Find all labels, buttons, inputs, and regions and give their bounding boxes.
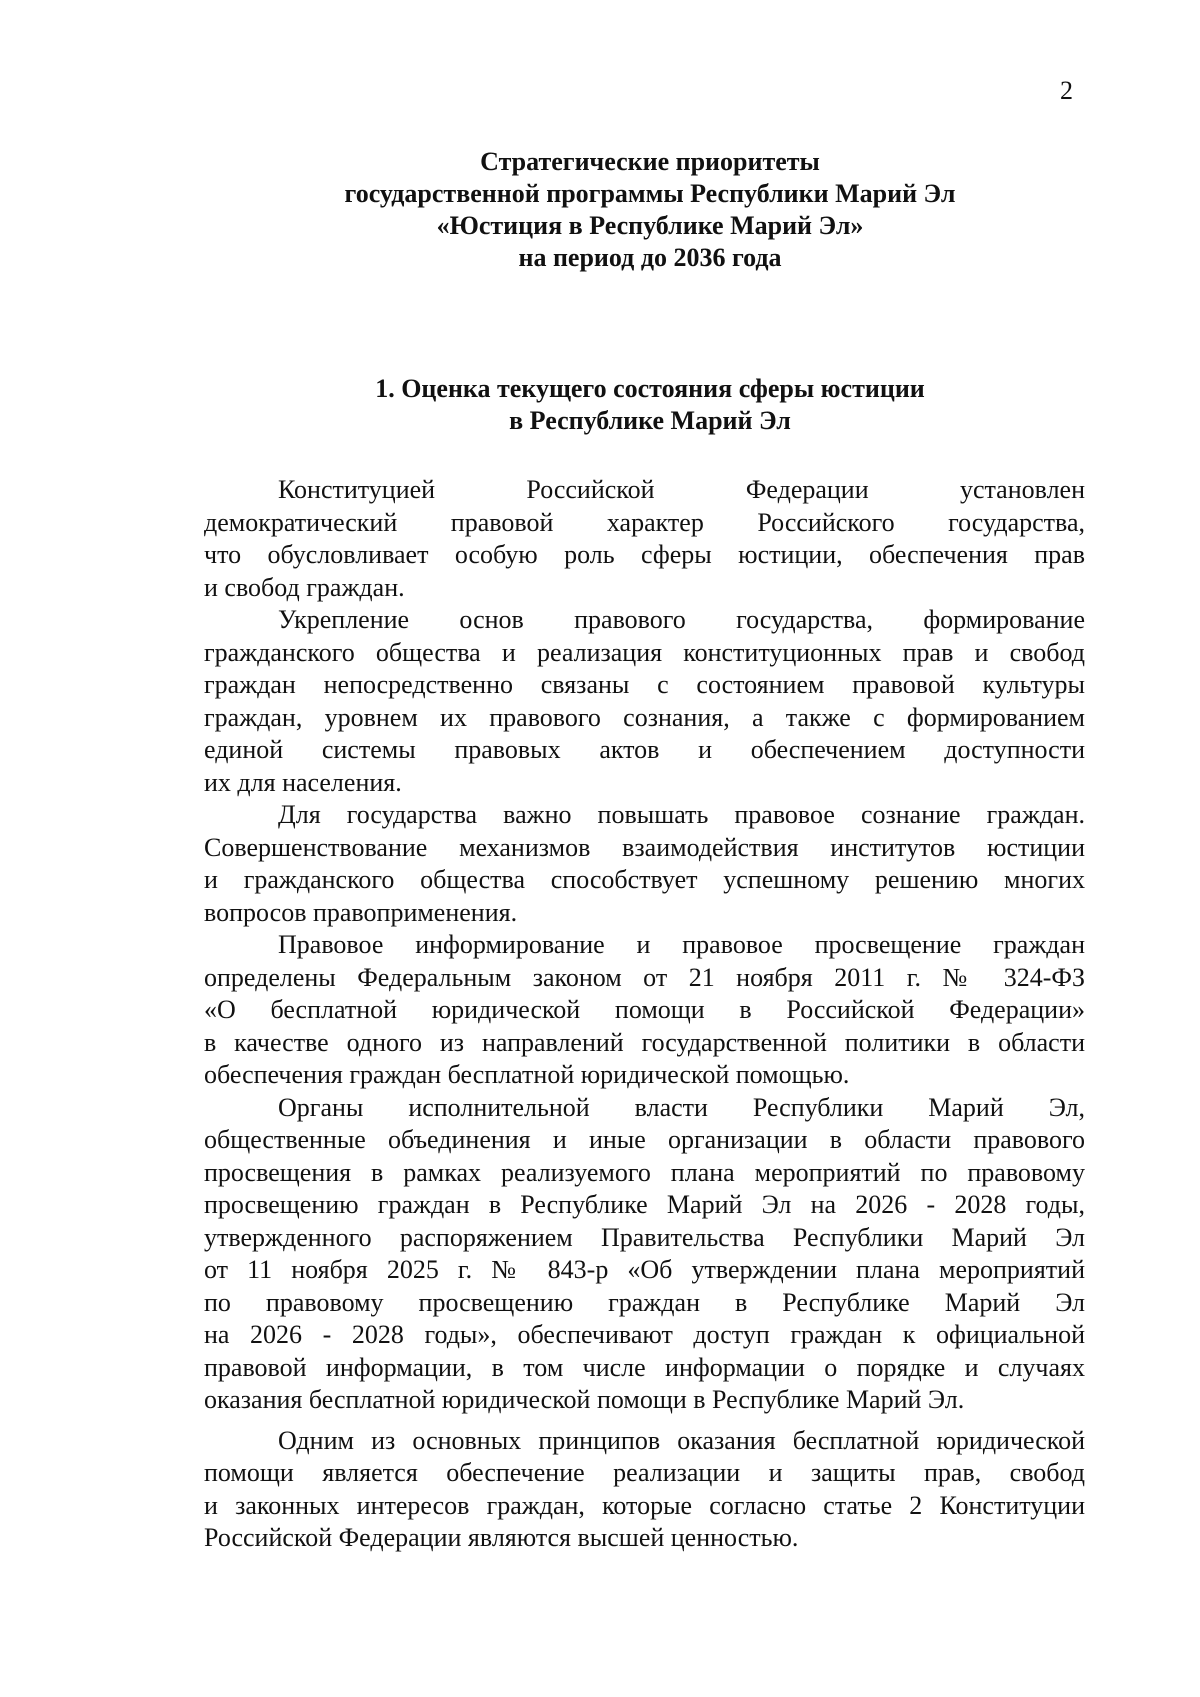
paragraph-line: просвещения в рамках реализуемого плана мероприятий по правовому bbox=[204, 1157, 1085, 1187]
paragraph bbox=[204, 474, 1085, 604]
paragraph-line: просвещению граждан в Республике Марий Эл на 2026 - 2028 годы, bbox=[204, 1190, 1085, 1219]
paragraph-line: общественные объединения и иные организации в области правового bbox=[204, 1125, 1085, 1154]
paragraph-line: определены Федеральным законом от 21 ноября 2011 г. № 324-ФЗ bbox=[204, 962, 1085, 992]
paragraph-line: Органы исполнительной власти Республики Марий Эл, bbox=[278, 1092, 1085, 1122]
paragraph bbox=[204, 929, 1085, 1092]
page-number: 2 bbox=[1060, 76, 1073, 105]
paragraph-line: Для государства важно повышать правовое сознание граждан. bbox=[278, 800, 1085, 829]
paragraph bbox=[204, 1092, 1085, 1417]
section-heading bbox=[200, 373, 1100, 437]
paragraph-line: их для населения. bbox=[204, 767, 402, 797]
paragraph-line: демократический правовой характер Российского государства, bbox=[204, 507, 1085, 537]
paragraph-line: оказания бесплатной юридической помощи в Республике Марий Эл. bbox=[204, 1385, 965, 1414]
paragraph-line: что обусловливает особую роль сферы юстиции, обеспечения прав bbox=[204, 540, 1085, 569]
paragraph-line: Российской Федерации являются высшей ценностью. bbox=[204, 1523, 799, 1552]
title-line: на период до 2036 года bbox=[518, 243, 782, 272]
paragraph bbox=[204, 799, 1085, 929]
title-line: Стратегические приоритеты bbox=[480, 147, 820, 176]
paragraph-line: правовой информации, в том числе информации о порядке и случаях bbox=[204, 1352, 1085, 1382]
paragraph-line: в качестве одного из направлений государственной политики в области bbox=[204, 1027, 1085, 1057]
paragraph-line: Конституцией Российской Федерации установлен bbox=[278, 475, 1085, 504]
document-title bbox=[200, 146, 1100, 274]
paragraph-line: от 11 ноября 2025 г. № 843-р «Об утверждении плана мероприятий bbox=[204, 1255, 1085, 1284]
paragraph-line: вопросов правоприменения. bbox=[204, 897, 518, 927]
paragraph-line: по правовому просвещению граждан в Республике Марий Эл bbox=[204, 1287, 1085, 1317]
title-line: «Юстиция в Республике Марий Эл» bbox=[436, 211, 864, 240]
paragraph bbox=[204, 1425, 1085, 1555]
paragraph-line: и законных интересов граждан, которые согласно статье 2 Конституции bbox=[204, 1490, 1085, 1520]
paragraph-line: Совершенствование механизмов взаимодействия институтов юстиции bbox=[204, 832, 1085, 862]
section-heading-line: 1. Оценка текущего состояния сферы юстиции bbox=[375, 374, 925, 403]
paragraph-line: утвержденного распоряжением Правительства Республики Марий Эл bbox=[204, 1222, 1085, 1252]
paragraph-line: и гражданского общества способствует успешному решению многих bbox=[204, 865, 1085, 894]
paragraph-line: гражданского общества и реализация конституционных прав и свобод bbox=[204, 637, 1085, 667]
paragraph-line: на 2026 - 2028 годы», обеспечивают доступ граждан к официальной bbox=[204, 1320, 1085, 1349]
paragraph bbox=[204, 604, 1085, 799]
paragraph-line: Укрепление основ правового государства, формирование bbox=[278, 605, 1085, 634]
paragraph-line: единой системы правовых актов и обеспечением доступности bbox=[204, 735, 1085, 764]
paragraph-line: помощи является обеспечение реализации и защиты прав, свобод bbox=[204, 1458, 1085, 1487]
paragraph-line: и свобод граждан. bbox=[204, 572, 405, 602]
paragraph-line: граждан, уровнем их правового сознания, а также с формированием bbox=[204, 702, 1085, 732]
paragraph-line: «О бесплатной юридической помощи в Российской Федерации» bbox=[204, 995, 1085, 1024]
paragraph-line: Правовое информирование и правовое просвещение граждан bbox=[278, 930, 1085, 959]
paragraph-line: Одним из основных принципов оказания бесплатной юридической bbox=[278, 1425, 1085, 1455]
title-line: государственной программы Республики Марий Эл bbox=[344, 179, 956, 208]
paragraph-line: обеспечения граждан бесплатной юридической помощью. bbox=[204, 1060, 850, 1089]
paragraph-line: граждан непосредственно связаны с состоянием правовой культуры bbox=[204, 670, 1085, 699]
body-text bbox=[204, 474, 1085, 1555]
section-heading-line: в Республике Марий Эл bbox=[509, 406, 791, 435]
